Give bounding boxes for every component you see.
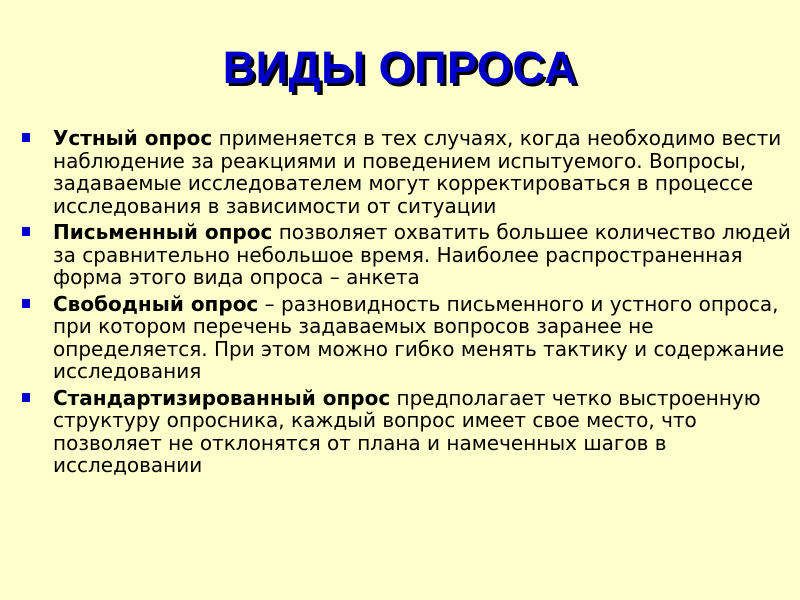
slide-title: ВИДЫ ОПРОСА	[222, 42, 578, 93]
list-item	[22, 221, 794, 289]
item-text: применяется в тех случаях, когда необходимо вести наблюдение за реакциями и поведением испытуемого. Вопросы, задаваемые исследователем могут корректироваться в процессе исследования в зависимости от ситуации	[53, 126, 782, 218]
square-bullet-icon	[22, 133, 30, 142]
item-text: предполагает четко выстроенную структуру опросника, каждый вопрос имеет свое место, что позволяет не отклонятся от плана и намеченных шагов в исследовании	[53, 385, 761, 477]
item-term: Устный опрос	[53, 126, 213, 150]
item-text: позволяет охватить большее количество людей за сравнительно небольшое время. Наиболее распространенная форма этого вида опроса – анкета	[53, 220, 791, 289]
square-bullet-icon	[22, 227, 30, 236]
item-term: Стандартизированный опрос	[53, 385, 391, 410]
square-bullet-icon	[22, 299, 30, 308]
item-term: Свободный опрос	[53, 291, 259, 316]
list-item	[22, 293, 794, 383]
item-term: Письменный опрос	[53, 220, 273, 244]
list-item	[22, 387, 794, 477]
bullet-list	[22, 127, 794, 481]
square-bullet-icon	[22, 393, 30, 402]
item-text: – разновидность письменного и устного опроса, при котором перечень задаваемых вопросов заранее не определяется. При этом можно гибко менять тактику и содержание исследования	[53, 291, 785, 383]
list-item	[22, 127, 794, 217]
